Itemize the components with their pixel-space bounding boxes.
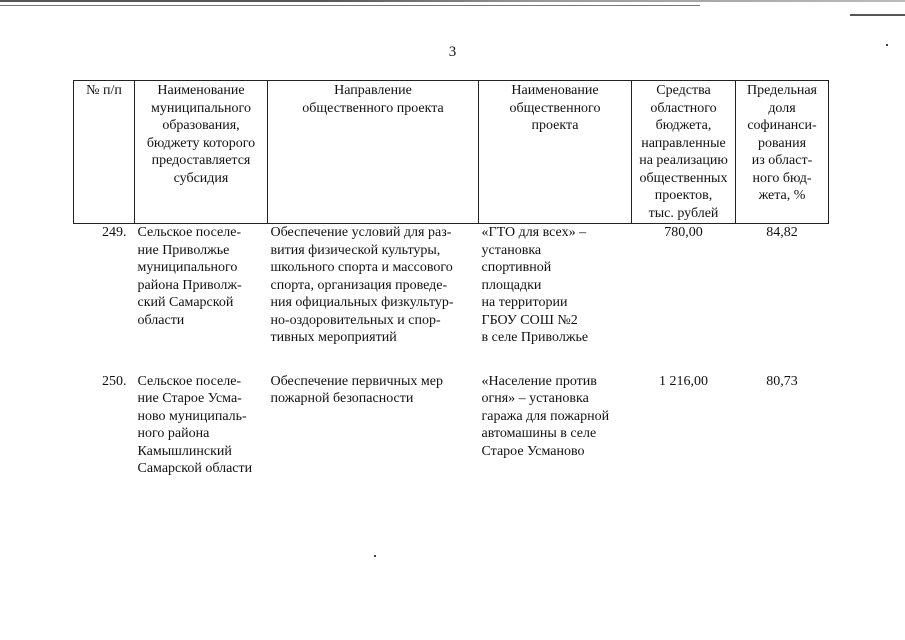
- page-number: 3: [448, 44, 457, 60]
- row-number: 249.: [102, 225, 127, 240]
- header-municipality: Наименование муниципального образования, бюджету которого предоставляется субсидия: [135, 81, 268, 224]
- row-cofinancing-share: 84,82: [766, 225, 798, 240]
- header-project: Наименование общественного проекта: [479, 81, 632, 224]
- row-project: «Население против огня» – установка гаража для пожарной автомашины в селе Старое Усманово: [481, 373, 610, 459]
- row-spacer-cell: [74, 347, 829, 373]
- row-project: «ГТО для всех» – установка спортивной площадки на территории ГБОУ СОШ №2 в селе Приволжье: [481, 225, 589, 345]
- row-budget-funds: 780,00: [664, 225, 703, 240]
- scan-edge-top: [0, 0, 905, 2]
- scan-edge-top-inner: [0, 5, 700, 6]
- header-number: № п/п: [74, 81, 135, 224]
- row-direction: Обеспечение первичных мер пожарной безопасности: [270, 373, 443, 406]
- header-budget-funds: Средства областного бюджета, направленные на реализацию общественных проектов, тыс. рублей: [632, 81, 736, 224]
- row-spacer: [74, 347, 829, 373]
- row-budget-funds: 1 216,00: [659, 373, 708, 389]
- header-cofinancing-share: Предельная доля софинанси- рования из област- ного бюд- жета, %: [736, 81, 829, 224]
- scan-mark-right: [850, 14, 905, 16]
- row-direction: Обеспечение условий для раз- вития физической культуры, школьного спорта и массового спорта, организация проведе- ния официальных физкультур- но-оздоровительных и спор- тивных мероприятий: [270, 225, 454, 345]
- row-municipality: Сельское поселе- ние Приволжье муниципального района Приволж- ский Самарской области: [137, 225, 242, 328]
- row-cofinancing-share: 80,73: [766, 373, 798, 389]
- row-number: 250.: [102, 373, 127, 389]
- header-direction: Направление общественного проекта: [268, 81, 479, 224]
- row-municipality: Сельское поселе- ние Старое Усма- ново муниципаль- ного района Камышлинский Самарской области: [137, 373, 253, 476]
- table-header-row: [74, 81, 829, 224]
- table-row: [74, 373, 829, 478]
- scan-speck: [374, 555, 376, 557]
- subsidy-table: [73, 80, 829, 478]
- table-row: [74, 224, 829, 347]
